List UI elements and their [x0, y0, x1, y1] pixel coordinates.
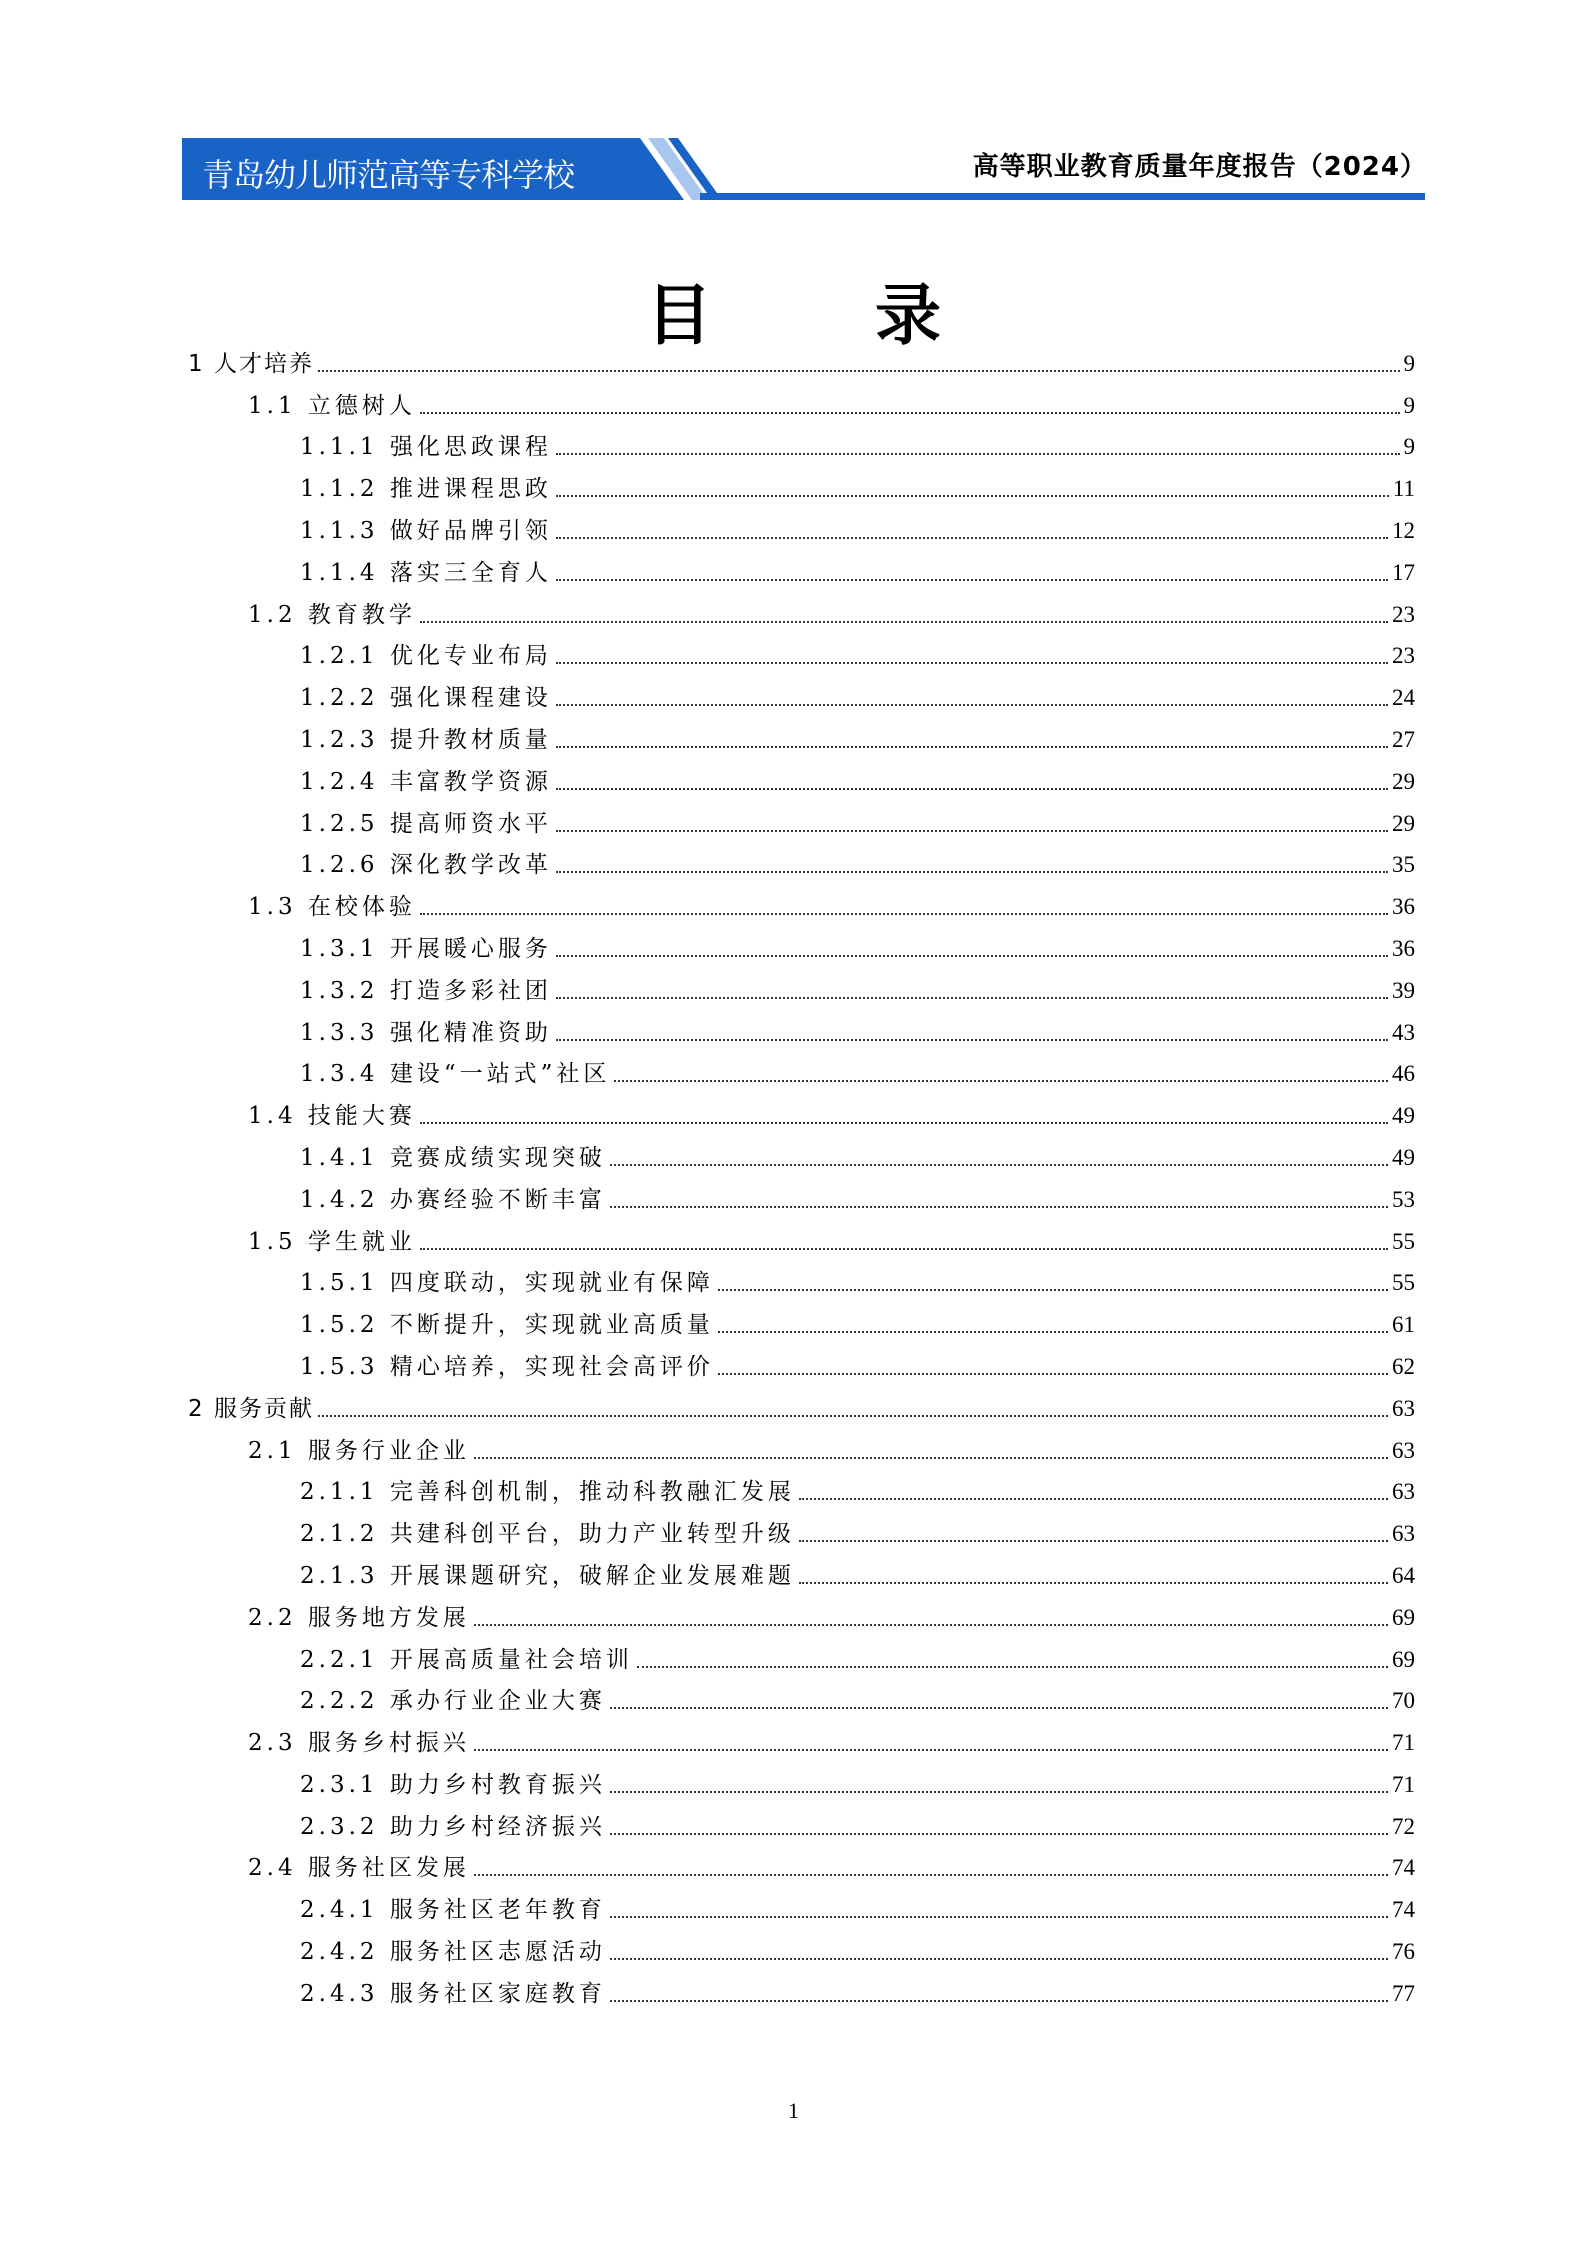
- toc-entry-level-3[interactable]: [188, 718, 1415, 760]
- toc-entry-level-3[interactable]: [188, 802, 1415, 844]
- toc-entry-page: 43: [1392, 1019, 1415, 1045]
- toc-entry-level-3[interactable]: [188, 1011, 1415, 1053]
- toc-dot-leader: [610, 1164, 1388, 1166]
- toc-entry-label: 1.2.2 强化课程建设: [300, 685, 552, 712]
- toc-dot-leader: [420, 621, 1388, 623]
- toc-entry-label: 1.4.2 办赛经验不断丰富: [300, 1186, 606, 1213]
- toc-entry-level-2[interactable]: [188, 1721, 1415, 1763]
- toc-entry-page: 76: [1392, 1939, 1415, 1965]
- toc-entry-level-3[interactable]: [188, 844, 1415, 886]
- toc-entry-label: 2.3.2 助力乡村经济振兴: [300, 1813, 606, 1840]
- toc-entry-label: 1.3.1 开展暖心服务: [300, 935, 552, 962]
- toc-entry-page: 63: [1392, 1395, 1415, 1421]
- toc-entry-level-3[interactable]: [188, 426, 1415, 468]
- toc-entry-page: 36: [1392, 894, 1415, 920]
- toc-dot-leader: [614, 1080, 1388, 1082]
- toc-dot-leader: [318, 370, 1400, 372]
- toc-dot-leader: [556, 997, 1388, 999]
- toc-entry-level-3[interactable]: [188, 1763, 1415, 1805]
- toc-entry-label: 2.1.3 开展课题研究，破解企业发展难题: [300, 1562, 795, 1589]
- toc-entry-page: 77: [1392, 1980, 1415, 2006]
- toc-entry-label: 1.4 技能大赛: [248, 1103, 416, 1130]
- toc-dot-leader: [637, 1666, 1388, 1668]
- toc-entry-label: 1.5.1 四度联动，实现就业有保障: [300, 1270, 714, 1297]
- toc-entry-label: 2.2.2 承办行业企业大赛: [300, 1688, 606, 1715]
- toc-entry-level-3[interactable]: [188, 1930, 1415, 1972]
- toc-entry-page: 53: [1392, 1186, 1415, 1212]
- toc-entry-label: 1.2.6 深化教学改革: [300, 852, 552, 879]
- toc-dot-leader: [474, 1874, 1388, 1876]
- toc-entry-label: 1.2.1 优化专业布局: [300, 643, 552, 670]
- toc-dot-leader: [799, 1540, 1388, 1542]
- toc-entry-page: 29: [1392, 810, 1415, 836]
- toc-entry-label: 1.3.2 打造多彩社团: [300, 977, 552, 1004]
- toc-dot-leader: [610, 1707, 1388, 1709]
- toc-entry-label: 1.1.3 做好品牌引领: [300, 517, 552, 544]
- toc-entry-level-2[interactable]: [188, 1596, 1415, 1638]
- toc-entry-label: 2.4.2 服务社区志愿活动: [300, 1939, 606, 1966]
- toc-entry-label: 1.1 立德树人: [248, 392, 416, 419]
- toc-entry-level-1[interactable]: [188, 1387, 1415, 1429]
- toc-entry-label: 1.1.4 落实三全育人: [300, 559, 552, 586]
- toc-dot-leader: [556, 453, 1400, 455]
- toc-entry-page: 72: [1392, 1813, 1415, 1839]
- school-name: 青岛幼儿师范高等专科学校: [202, 156, 575, 194]
- toc-dot-leader: [556, 579, 1388, 581]
- report-title: 高等职业教育质量年度报告（2024）: [972, 152, 1427, 182]
- toc-entry-label: 1.3.3 强化精准资助: [300, 1019, 552, 1046]
- toc-entry-level-2[interactable]: [188, 593, 1415, 635]
- toc-entry-page: 74: [1392, 1897, 1415, 1923]
- toc-entry-level-2[interactable]: [188, 384, 1415, 426]
- toc-entry-page: 39: [1392, 977, 1415, 1003]
- toc-entry-page: 64: [1392, 1562, 1415, 1588]
- toc-entry-page: 63: [1392, 1521, 1415, 1547]
- toc-entry-page: 24: [1392, 685, 1415, 711]
- toc-entry-level-3[interactable]: [188, 1471, 1415, 1513]
- toc-entry-level-3[interactable]: [188, 1512, 1415, 1554]
- toc-dot-leader: [799, 1498, 1388, 1500]
- toc-entry-level-2[interactable]: [188, 1094, 1415, 1136]
- toc-entry-page: 70: [1392, 1688, 1415, 1714]
- toc-entry-page: 9: [1403, 434, 1415, 460]
- toc-dot-leader: [420, 412, 1400, 414]
- toc-entry-level-3[interactable]: [188, 1136, 1415, 1178]
- toc-entry-page: 17: [1392, 559, 1415, 585]
- toc-entry-page: 11: [1392, 476, 1415, 502]
- toc-entry-page: 63: [1392, 1437, 1415, 1463]
- toc-dot-leader: [556, 746, 1388, 748]
- toc-entry-label: 1.2.4 丰富教学资源: [300, 768, 552, 795]
- toc-dot-leader: [474, 1624, 1388, 1626]
- toc-dot-leader: [556, 871, 1388, 873]
- toc-entry-page: 55: [1392, 1270, 1415, 1296]
- toc-dot-leader: [799, 1582, 1388, 1584]
- toc-entry-level-3[interactable]: [188, 676, 1415, 718]
- toc-entry-page: 35: [1392, 852, 1415, 878]
- toc-entry-page: 36: [1392, 935, 1415, 961]
- toc-entry-page: 69: [1392, 1646, 1415, 1672]
- toc-entry-label: 1.3.4 建设“一站式”社区: [300, 1061, 611, 1088]
- toc-dot-leader: [718, 1289, 1388, 1291]
- toc-entry-label: 2.1 服务行业企业: [248, 1437, 470, 1464]
- toc-entry-page: 62: [1392, 1353, 1415, 1379]
- toc-entry-level-3[interactable]: [188, 1262, 1415, 1304]
- toc-entry-level-3[interactable]: [188, 509, 1415, 551]
- toc-entry-label: 1.1.1 强化思政课程: [300, 434, 552, 461]
- toc-entry-page: 9: [1403, 392, 1415, 418]
- toc-entry-level-3[interactable]: [188, 1053, 1415, 1095]
- toc-entry-label: 1.4.1 竞赛成绩实现突破: [300, 1144, 606, 1171]
- toc-dot-leader: [556, 955, 1388, 957]
- toc-entry-page: 12: [1392, 517, 1415, 543]
- toc-dot-leader: [556, 662, 1388, 664]
- toc-dot-leader: [556, 788, 1388, 790]
- toc-dot-leader: [474, 1749, 1388, 1751]
- toc-entry-level-3[interactable]: [188, 1638, 1415, 1680]
- toc-entry-level-3[interactable]: [188, 1680, 1415, 1722]
- toc-dot-leader: [556, 830, 1388, 832]
- toc-entry-label: 2.4.1 服务社区老年教育: [300, 1897, 606, 1924]
- toc-entry-level-3[interactable]: [188, 1805, 1415, 1847]
- toc-entry-level-3[interactable]: [188, 1888, 1415, 1930]
- toc-dot-leader: [718, 1373, 1388, 1375]
- toc-entry-level-3[interactable]: [188, 1972, 1415, 2014]
- toc-entry-page: 55: [1392, 1228, 1415, 1254]
- toc-entry-page: 71: [1392, 1771, 1415, 1797]
- toc-entry-page: 46: [1392, 1061, 1415, 1087]
- toc-entry-label: 2.3.1 助力乡村教育振兴: [300, 1771, 606, 1798]
- toc-dot-leader: [318, 1415, 1388, 1417]
- toc-entry-label: 1.2.3 提升教材质量: [300, 726, 552, 753]
- toc-entry-level-3[interactable]: [188, 551, 1415, 593]
- toc-entry-level-2[interactable]: [188, 885, 1415, 927]
- toc-entry-label: 1.5.2 不断提升，实现就业高质量: [300, 1312, 714, 1339]
- toc-entry-label: 2.3 服务乡村振兴: [248, 1730, 470, 1757]
- toc-entry-level-3[interactable]: [188, 927, 1415, 969]
- page-header: [0, 0, 1587, 210]
- toc-entry-label: 1.3 在校体验: [248, 894, 416, 921]
- toc-entry-page: 69: [1392, 1604, 1415, 1630]
- toc-dot-leader: [610, 1791, 1388, 1793]
- toc-entry-label: 2.4.3 服务社区家庭教育: [300, 1980, 606, 2007]
- toc-dot-leader: [474, 1457, 1388, 1459]
- toc-entry-level-3[interactable]: [188, 969, 1415, 1011]
- toc-dot-leader: [718, 1331, 1388, 1333]
- toc-dot-leader: [556, 537, 1388, 539]
- toc-entry-label: 2.1.1 完善科创机制，推动科教融汇发展: [300, 1479, 795, 1506]
- toc-dot-leader: [556, 704, 1388, 706]
- toc-entry-page: 27: [1392, 726, 1415, 752]
- toc-dot-leader: [556, 495, 1389, 497]
- toc-dot-leader: [610, 1206, 1388, 1208]
- toc-entry-label: 1.5 学生就业: [248, 1228, 416, 1255]
- toc-entry-page: 61: [1392, 1312, 1415, 1338]
- toc-entry-page: 23: [1392, 643, 1415, 669]
- toc-entry-label: 2.2 服务地方发展: [248, 1604, 470, 1631]
- toc-entry-page: 74: [1392, 1855, 1415, 1881]
- toc-entry-label: 1.5.3 精心培养，实现社会高评价: [300, 1353, 714, 1380]
- toc-entry-level-3[interactable]: [188, 760, 1415, 802]
- toc-dot-leader: [420, 913, 1388, 915]
- toc-title: 目 录: [646, 276, 1011, 354]
- toc-entry-label: 2 服务贡献: [188, 1395, 314, 1422]
- toc-dot-leader: [420, 1122, 1388, 1124]
- toc-entry-page: 49: [1392, 1144, 1415, 1170]
- toc-entry-level-3[interactable]: [188, 635, 1415, 677]
- toc-entry-level-2[interactable]: [188, 1847, 1415, 1889]
- toc-entry-level-3[interactable]: [188, 1554, 1415, 1596]
- toc-dot-leader: [610, 2000, 1388, 2002]
- toc-entry-level-3[interactable]: [188, 467, 1415, 509]
- toc-entry-level-3[interactable]: [188, 1345, 1415, 1387]
- toc-entry-page: 49: [1392, 1103, 1415, 1129]
- toc-entry-label: 2.2.1 开展高质量社会培训: [300, 1646, 633, 1673]
- toc-entry-label: 1.2 教育教学: [248, 601, 416, 628]
- toc-entry-page: 29: [1392, 768, 1415, 794]
- table-of-contents: [188, 342, 1415, 2014]
- toc-dot-leader: [420, 1248, 1388, 1250]
- toc-entry-label: 1.1.2 推进课程思政: [300, 476, 552, 503]
- toc-entry-page: 71: [1392, 1730, 1415, 1756]
- toc-entry-page: 9: [1403, 350, 1415, 376]
- toc-entry-level-1[interactable]: [188, 342, 1415, 384]
- toc-entry-level-2[interactable]: [188, 1429, 1415, 1471]
- toc-dot-leader: [610, 1958, 1388, 1960]
- toc-entry-label: 1.2.5 提高师资水平: [300, 810, 552, 837]
- toc-dot-leader: [610, 1833, 1388, 1835]
- toc-entry-level-2[interactable]: [188, 1220, 1415, 1262]
- toc-entry-page: 23: [1392, 601, 1415, 627]
- toc-entry-page: 63: [1392, 1479, 1415, 1505]
- toc-entry-level-3[interactable]: [188, 1178, 1415, 1220]
- toc-entry-level-3[interactable]: [188, 1303, 1415, 1345]
- toc-dot-leader: [556, 1039, 1388, 1041]
- toc-dot-leader: [610, 1916, 1388, 1918]
- toc-entry-label: 2.4 服务社区发展: [248, 1855, 470, 1882]
- toc-entry-label: 1 人才培养: [188, 350, 314, 377]
- page-number: 1: [788, 2098, 799, 2123]
- toc-entry-label: 2.1.2 共建科创平台，助力产业转型升级: [300, 1521, 795, 1548]
